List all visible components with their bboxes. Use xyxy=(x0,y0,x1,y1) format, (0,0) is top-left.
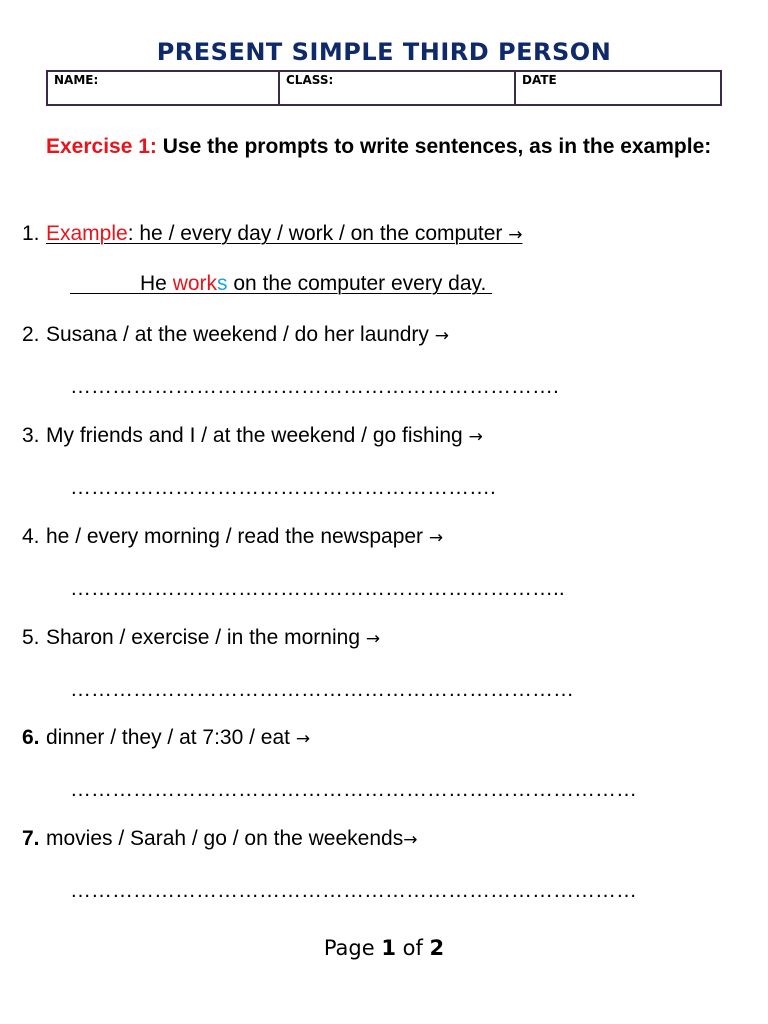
item-prompt-text: My friends and I / at the weekend / go fishing xyxy=(46,424,469,447)
example-answer-suffix: s xyxy=(217,272,228,295)
item-prompt-text: dinner / they / at 7:30 / eat xyxy=(46,726,296,749)
name-field[interactable] xyxy=(48,72,278,104)
student-info-table xyxy=(46,70,722,106)
answer-line[interactable]: ……………………………………………………………………… xyxy=(70,778,637,801)
arrow-icon: → xyxy=(468,427,483,447)
page-word: Page xyxy=(323,936,382,960)
item-prompt xyxy=(46,423,483,450)
total-pages: 2 xyxy=(429,936,445,960)
of-word: of xyxy=(395,936,430,960)
item-number: 2. xyxy=(22,323,40,346)
example-answer xyxy=(70,271,492,297)
answer-line[interactable]: ……………………………………………………. xyxy=(70,476,496,499)
instruction-text: Use the prompts to write sentences, as in the example: xyxy=(156,135,712,158)
class-label: CLASS: xyxy=(286,73,334,87)
exercise-instruction xyxy=(46,132,726,162)
item-prompt-text: Sharon / exercise / in the morning xyxy=(46,626,366,649)
arrow-icon: → xyxy=(295,729,311,749)
item-prompt-text: he / every morning / read the newspaper xyxy=(46,525,429,548)
item-number: 3. xyxy=(22,424,40,447)
answer-line[interactable]: ……………………………………………………………. xyxy=(70,375,559,398)
worksheet-title: PRESENT SIMPLE THIRD PERSON xyxy=(156,38,612,66)
item-number: 1. xyxy=(22,222,40,245)
arrow-icon: → xyxy=(434,326,450,346)
item-prompt-text: Susana / at the weekend / do her laundry xyxy=(46,323,435,346)
class-field[interactable] xyxy=(278,72,514,104)
example-answer-rest: on the computer every day. xyxy=(227,272,493,295)
arrow-icon: → xyxy=(365,629,381,649)
answer-line[interactable]: …………………………………………………………….. xyxy=(70,577,565,600)
item-number: 6. xyxy=(22,726,40,749)
arrow-icon: → xyxy=(403,830,418,850)
item-prompt xyxy=(46,524,443,551)
item-number: 4. xyxy=(22,525,40,548)
arrow-icon: → xyxy=(508,225,523,245)
item-number: 5. xyxy=(22,626,40,649)
exercise-label: Exercise 1: xyxy=(46,135,157,158)
name-label: NAME: xyxy=(54,73,99,87)
arrow-icon: → xyxy=(428,528,444,548)
date-label: DATE xyxy=(522,73,557,87)
example-answer-verb: work xyxy=(172,272,218,295)
current-page: 1 xyxy=(381,936,396,960)
item-prompt-text: movies / Sarah / go / on the weekends xyxy=(46,827,404,850)
item-prompt xyxy=(46,725,310,752)
example-prompt-text: : he / every day / work / on the computer xyxy=(127,222,509,245)
page-indicator xyxy=(0,936,768,960)
date-field[interactable] xyxy=(514,72,720,104)
item-number: 7. xyxy=(22,827,40,850)
item-prompt xyxy=(46,625,380,652)
example-answer-prefix: He xyxy=(70,272,173,295)
example-label: Example xyxy=(46,222,128,245)
example-prompt xyxy=(46,221,522,248)
item-prompt xyxy=(46,322,449,349)
answer-line[interactable]: ……………………………………………………………… xyxy=(70,678,574,701)
item-prompt xyxy=(46,826,417,853)
answer-line[interactable]: ……………………………………………………………………… xyxy=(70,879,637,902)
